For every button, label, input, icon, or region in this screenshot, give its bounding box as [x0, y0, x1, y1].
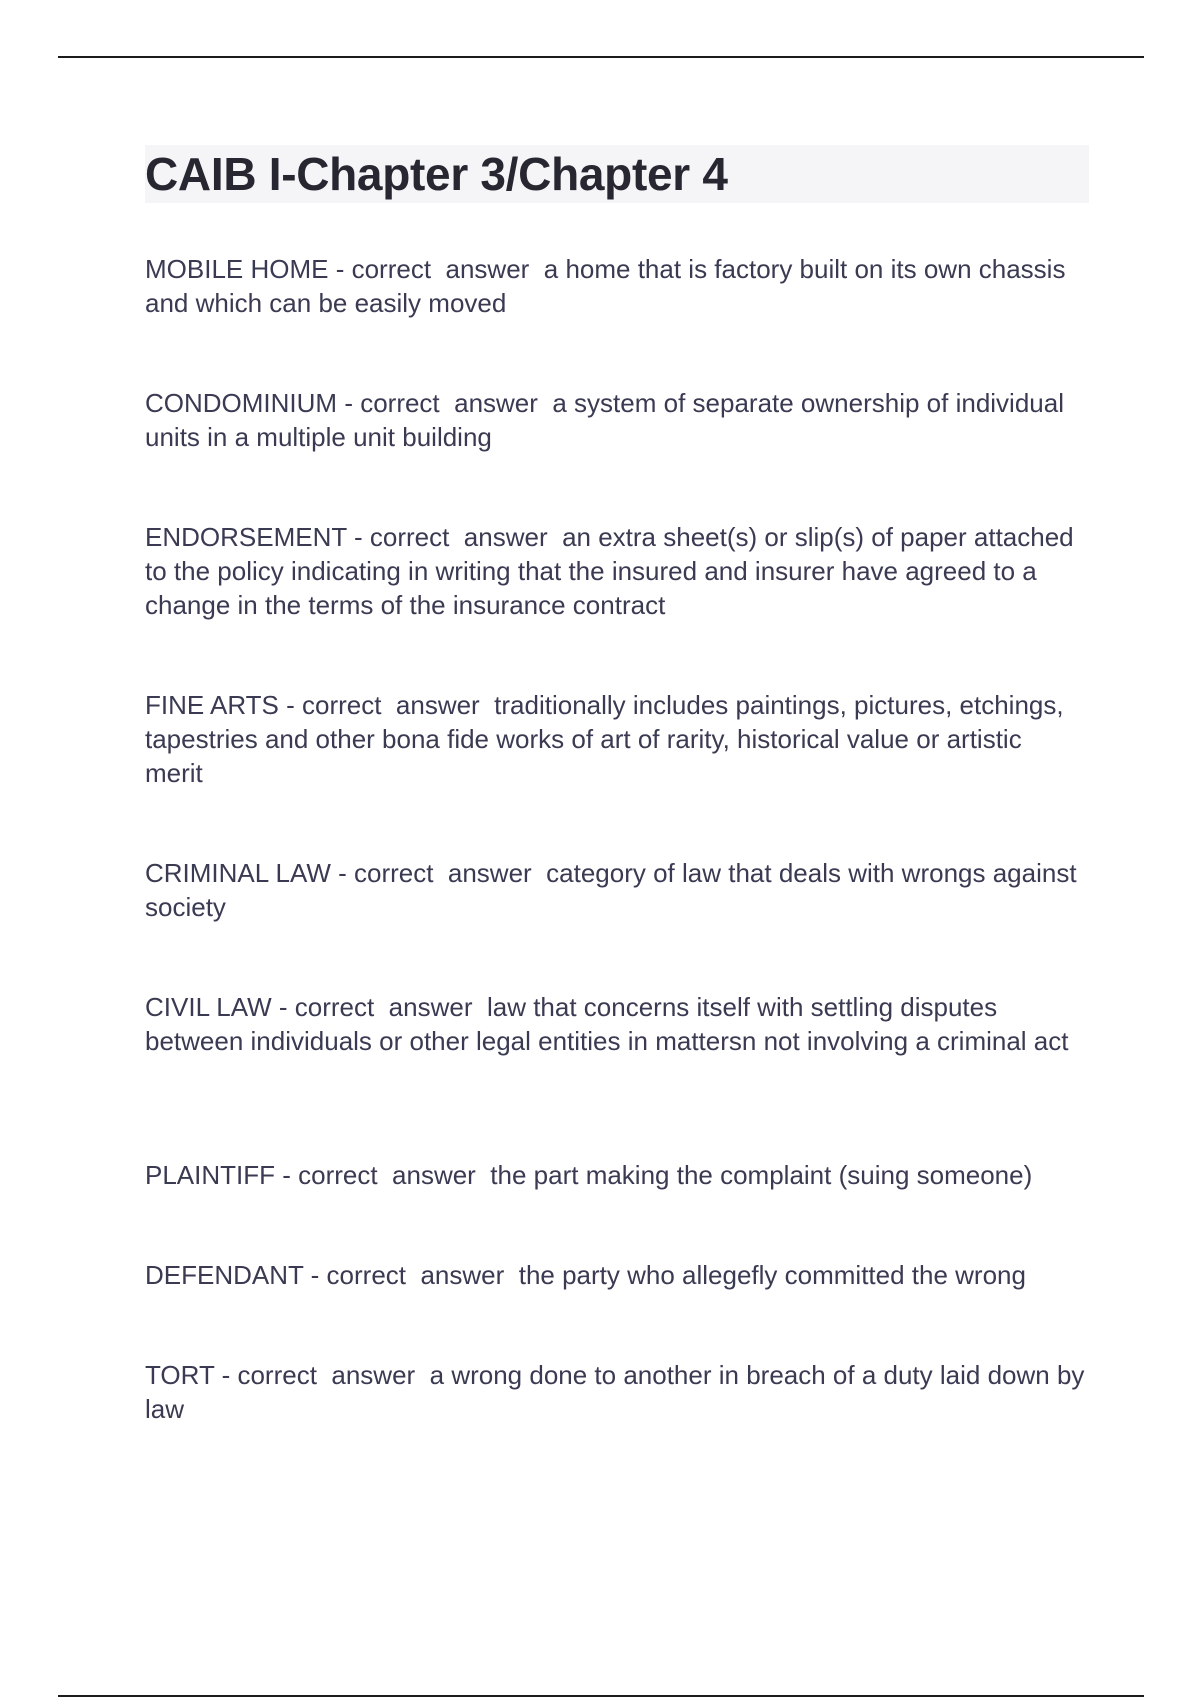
term: CIVIL LAW: [145, 992, 272, 1022]
document-title: CAIB I-Chapter 3/Chapter 4: [145, 148, 728, 200]
answer-separator: - correct answer: [337, 388, 553, 418]
definition: law that concerns itself with settling disputes between individuals or other legal entities in mattersn not involving a criminal act: [145, 992, 1069, 1056]
answer-separator: - correct answer: [328, 254, 544, 284]
top-rule: [58, 56, 1144, 58]
definition: the part making the complaint (suing someone): [490, 1160, 1033, 1190]
flashcard-condominium: [145, 386, 1085, 454]
answer-separator: - correct answer: [346, 522, 563, 552]
flashcard-defendant: [145, 1258, 1085, 1292]
answer-separator: - correct answer: [271, 992, 487, 1022]
answer-separator: - correct answer: [330, 858, 547, 888]
definition: an extra sheet(s) or slip(s) of paper attached to the policy indicating in writing that the insured and insurer have agreed to a change in the terms of the insurance contract: [145, 522, 1081, 620]
term: CRIMINAL LAW: [145, 858, 331, 888]
term: ENDORSEMENT: [145, 522, 347, 552]
definition: a home that is factory built on its own chassis and which can be easily moved: [145, 254, 1073, 318]
definition: category of law that deals with wrongs against society: [145, 858, 1084, 922]
term: PLAINTIFF: [145, 1160, 276, 1190]
definition: a system of separate ownership of individual units in a multiple unit building: [145, 388, 1072, 452]
flashcard-list: [145, 252, 1092, 1492]
flashcard-criminal-law: [145, 856, 1085, 924]
term: TORT: [145, 1360, 215, 1390]
term: FINE ARTS: [145, 690, 279, 720]
answer-separator: - correct answer: [278, 690, 495, 720]
definition: a wrong done to another in breach of a duty laid down by law: [145, 1360, 1092, 1424]
answer-separator: - correct answer: [303, 1260, 519, 1290]
flashcard-tort: [145, 1358, 1092, 1426]
flashcard-civil-law: [145, 990, 1085, 1092]
term: CONDOMINIUM: [145, 388, 338, 418]
answer-separator: - correct answer: [275, 1160, 491, 1190]
flashcard-fine-arts: [145, 688, 1085, 790]
definition: the party who allegefly committed the wrong: [518, 1260, 1026, 1290]
flashcard-mobile-home: [145, 252, 1085, 320]
definition: traditionally includes paintings, pictures, etchings, tapestries and other bona fide works of art of rarity, historical value or artistic merit: [145, 690, 1071, 788]
bottom-rule: [58, 1695, 1144, 1697]
term: DEFENDANT: [145, 1260, 304, 1290]
term: MOBILE HOME: [145, 254, 329, 284]
flashcard-plaintiff: [145, 1158, 1085, 1192]
answer-separator: - correct answer: [214, 1360, 430, 1390]
flashcard-endorsement: [145, 520, 1085, 622]
